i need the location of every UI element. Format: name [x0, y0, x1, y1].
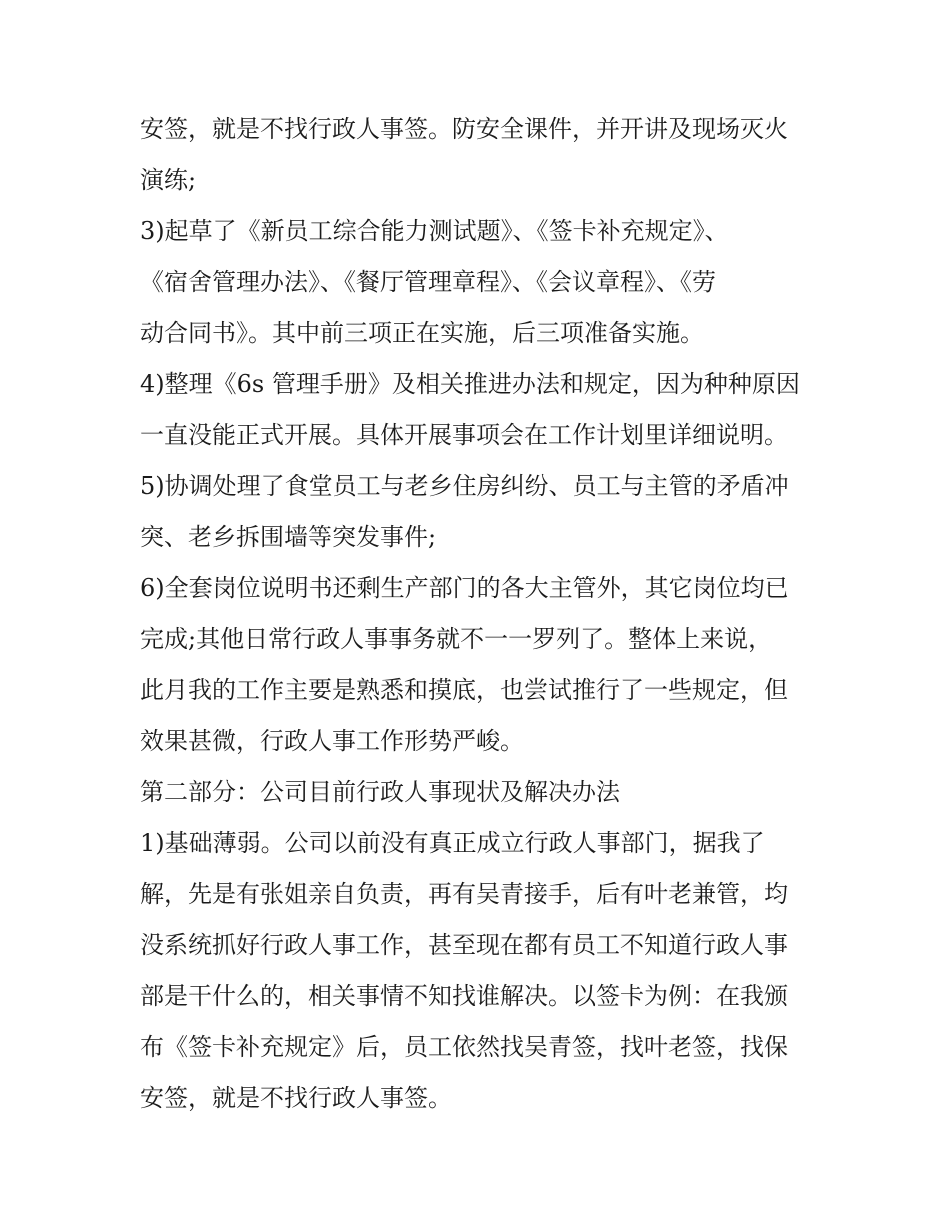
text-line: 安签，就是不找行政人事签。	[140, 1084, 452, 1112]
text-line: 部是干什么的，相关事情不知找谁解决。以签卡为例：在我颁	[140, 982, 788, 1010]
text-line: 解，先是有张姐亲自负责，再有吴青接手，后有叶老兼管，均	[140, 880, 788, 908]
body-text	[140, 104, 820, 1124]
text-line: 此月我的工作主要是熟悉和摸底，也尝试推行了一些规定，但	[140, 676, 788, 704]
text-line: 完成;其他日常行政人事事务就不一一罗列了。整体上来说，	[140, 625, 773, 653]
text-line: 没系统抓好行政人事工作，甚至现在都有员工不知道行政人事	[140, 931, 788, 959]
text-line: 突、老乡拆围墙等突发事件;	[140, 523, 437, 551]
text-line: 一直没能正式开展。具体开展事项会在工作计划里详细说明。	[140, 421, 788, 449]
text-line: 安签，就是不找行政人事签。防安全课件，并开讲及现场灭火	[140, 115, 788, 143]
text-line: 布《签卡补充规定》后，员工依然找吴青签，找叶老签，找保	[140, 1033, 788, 1061]
text-line: 5)协调处理了食堂员工与老乡住房纠纷、员工与主管的矛盾冲	[140, 472, 789, 500]
text-line: 动合同书》。其中前三项正在实施，后三项准备实施。	[140, 319, 704, 347]
text-line: 6)全套岗位说明书还剩生产部门的各大主管外，其它岗位均已	[140, 574, 789, 602]
text-line: 1)基础薄弱。公司以前没有真正成立行政人事部门，据我了	[140, 829, 765, 857]
text-line: 演练;	[140, 166, 197, 194]
section-heading: 第二部分：公司目前行政人事现状及解决办法	[140, 778, 620, 806]
text-line: 《宿舍管理办法》、《餐厅管理章程》、《会议章程》、《劳	[140, 268, 716, 296]
text-line: 效果甚微，行政人事工作形势严峻。	[140, 727, 524, 755]
text-line: 4)整理《6s 管理手册》及相关推进办法和规定，因为种种原因	[140, 370, 800, 398]
text-line: 3)起草了《新员工综合能力测试题》、《签卡补充规定》、	[140, 217, 729, 245]
